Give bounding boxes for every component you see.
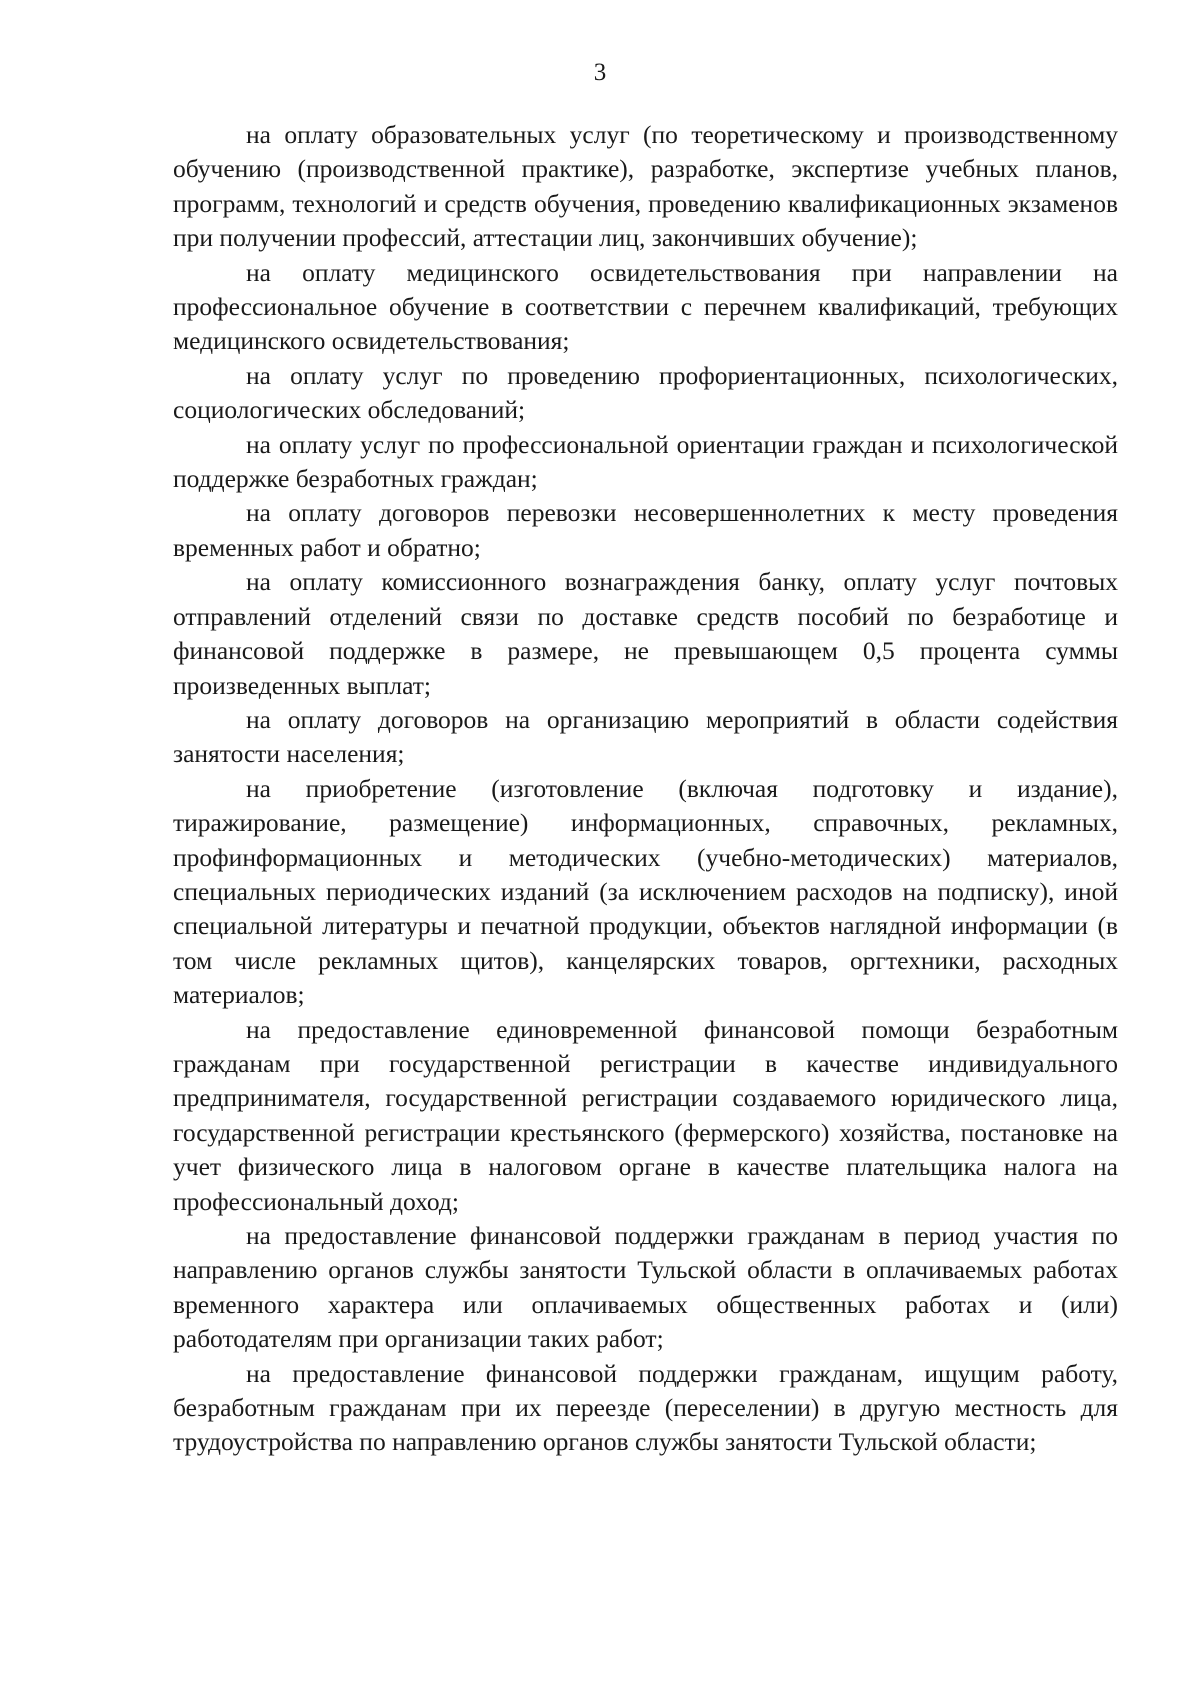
- paragraph-education-services: на оплату образовательных услуг (по теоретическому и производственному обучению (производственной практике), разработке, экспертизе учебных планов, программ, технологий и средств обучения, проведению квалификационных экзаменов при получении профессий, аттестации лиц, закончивших обучение);: [173, 120, 1118, 253]
- paragraph-temporary-work-support: на предоставление финансовой поддержки гражданам в период участия по направлению органов службы занятости Тульской области в оплачиваемых работах временного характера или оплачиваемых общественных работах и (или) работодателям при организации таких работ;: [173, 1221, 1118, 1354]
- paragraph-career-guidance: на оплату услуг по профессиональной ориентации граждан и психологической поддержке безработных граждан;: [173, 429, 1118, 494]
- page-number: 3: [593, 59, 607, 86]
- paragraph-materials-purchase: на приобретение (изготовление (включая подготовку и издание), тиражирование, размещение) информационных, справочных, рекламных, профинформационных и методических (учебно-методических) материалов, специальных периодических изданий (за исключением расходов на подписку), иной специальной литературы и печатной продукции, объектов наглядной информации (в том числе рекламных щитов), канцелярских товаров, оргтехники, расходных материалов;: [173, 773, 1118, 1010]
- paragraph-relocation-support: на предоставление финансовой поддержки гражданам, ищущим работу, безработным гражданам при их переезде (переселении) в другую местность для трудоустройства по направлению органов службы занятости Тульской области;: [173, 1358, 1118, 1457]
- paragraph-event-contracts: на оплату договоров на организацию мероприятий в области содействия занятости населения;: [173, 704, 1118, 769]
- paragraph-medical-examination: на оплату медицинского освидетельствования при направлении на профессиональное обучение в соответствии с перечнем квалификаций, требующих медицинского освидетельствования;: [173, 257, 1118, 356]
- paragraph-one-time-assistance: на предоставление единовременной финансовой помощи безработным гражданам при государственной регистрации в качестве индивидуального предпринимателя, государственной регистрации создаваемого юридического лица, государственной регистрации крестьянского (фермерского) хозяйства, постановке на учет физического лица в налоговом органе в качестве плательщика налога на профессиональный доход;: [173, 1014, 1118, 1216]
- document-body: [173, 118, 1118, 1460]
- paragraph-career-surveys: на оплату услуг по проведению профориентационных, психологических, социологических обследований;: [173, 360, 1118, 425]
- paragraph-minors-transport: на оплату договоров перевозки несовершеннолетних к месту проведения временных работ и обратно;: [173, 498, 1118, 562]
- paragraph-bank-commission: на оплату комиссионного вознаграждения банку, оплату услуг почтовых отправлений отделений связи по доставке средств пособий по безработице и финансовой поддержке в размере, не превышающем 0,5 процента суммы произведенных выплат;: [173, 567, 1118, 700]
